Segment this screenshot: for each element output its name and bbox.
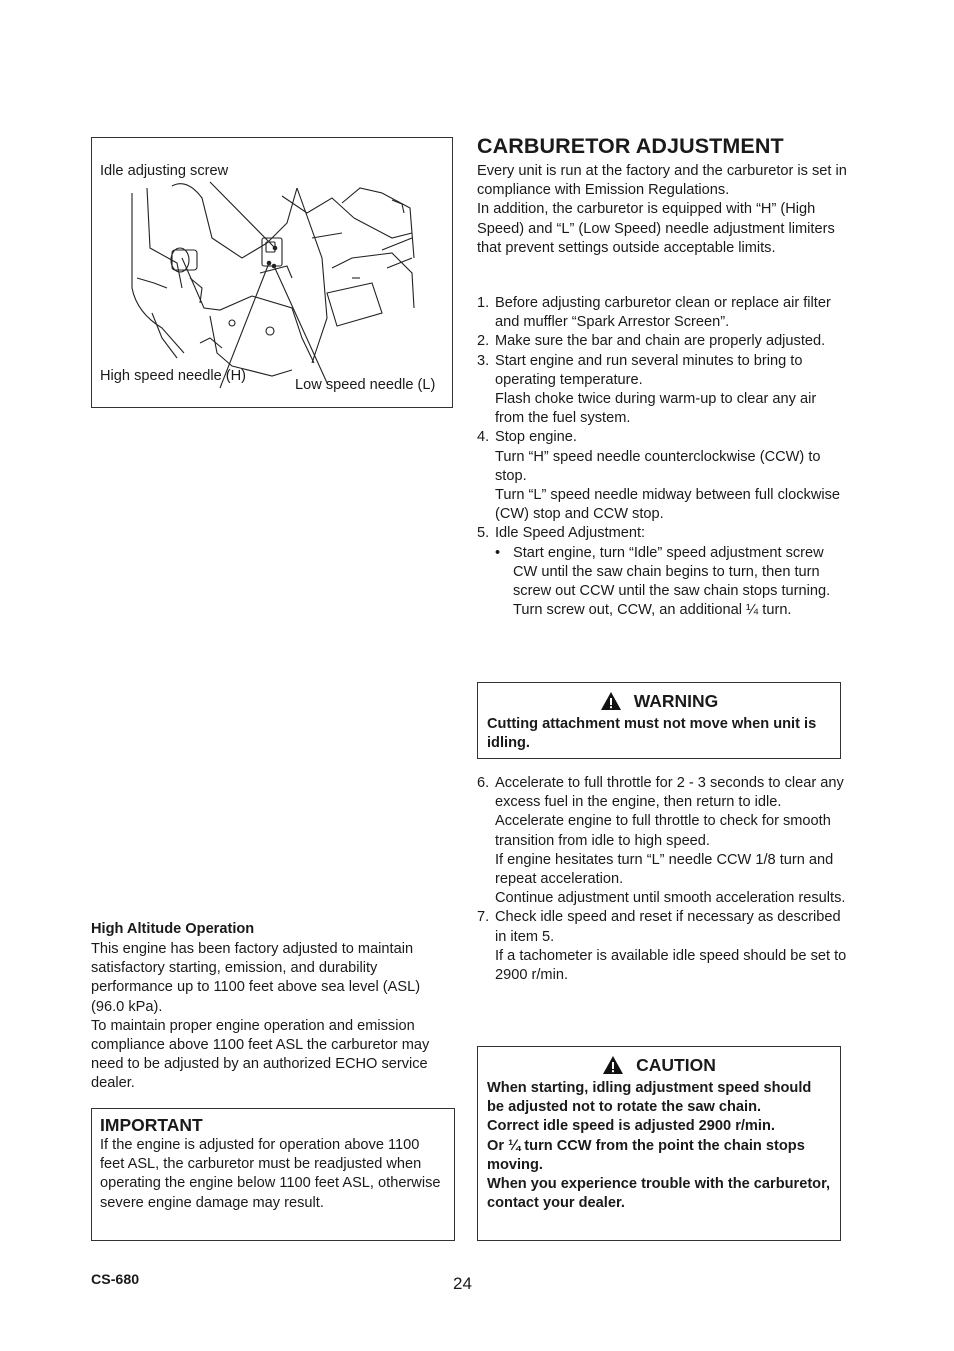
step-item: [477, 428, 847, 524]
step-text: Turn “L” speed needle midway between full clockwise (CW) stop and CCW stop.: [495, 487, 841, 523]
step-text: Idle Speed Adjustment:: [495, 525, 646, 542]
step-number: 6.: [477, 775, 490, 791]
caution-header: [487, 1051, 831, 1079]
bullet-dot: •: [495, 544, 501, 561]
step-item: [477, 352, 847, 429]
step-text: Check idle speed and reset if necessary as described in item 5.: [495, 909, 841, 945]
step-text: Flash choke twice during warm-up to clear any air from the fuel system.: [495, 391, 817, 427]
step-text: Accelerate to full throttle for 2 - 3 seconds to clear any excess fuel in the engine, then return to idle.: [495, 775, 844, 811]
caution-line-2: Correct idle speed is adjusted 2900 r/min.: [487, 1118, 775, 1135]
caution-label: CAUTION: [636, 1054, 716, 1075]
step-item: [477, 332, 847, 351]
section-title: CARBURETOR ADJUSTMENT: [477, 134, 784, 158]
section-intro: [477, 162, 847, 258]
high-altitude-body: [91, 940, 457, 1094]
step-item: [477, 908, 847, 985]
step-text: Make sure the bar and chain are properly adjusted.: [495, 333, 826, 350]
intro-para-1: Every unit is run at the factory and the carburetor is set in compliance with Emission Regulations.: [477, 163, 847, 199]
steps-list-part-2: [477, 774, 847, 985]
caution-line-3: Or ¼ turn CCW from the point the chain stops moving.: [487, 1137, 805, 1173]
callout-idle-screw: Idle adjusting screw: [100, 163, 229, 179]
step-number: 2.: [477, 333, 490, 350]
bullet-text: Turn screw out, CCW, an additional ¼ turn.: [513, 602, 792, 619]
callout-low-speed-needle: Low speed needle (L): [295, 377, 436, 393]
bullet-text: Start engine, turn “Idle” speed adjustment screw CW until the saw chain begins to turn, then turn screw out CCW until the saw chain stops turning.: [513, 544, 831, 600]
warning-triangle-icon: [600, 691, 622, 711]
warning-notice: [477, 682, 841, 759]
high-altitude-para-1: This engine has been factory adjusted to maintain satisfactory starting, emission, and durability performance up to 1100 feet above sea level (ASL) (96.0 kPa).: [91, 941, 421, 1015]
step-text: If a tachometer is available idle speed should be set to 2900 r/min.: [495, 947, 847, 984]
bullet-item: [495, 544, 847, 621]
step-item: [477, 524, 847, 620]
step-text: Stop engine.: [495, 429, 577, 446]
step-number: 4.: [477, 429, 490, 446]
high-altitude-heading: High Altitude Operation: [91, 921, 255, 937]
step-text: Start engine and run several minutes to bring to operating temperature.: [495, 352, 803, 388]
warning-text: Cutting attachment must not move when unit is idling.: [487, 716, 817, 752]
caution-line-4: When you experience trouble with the carburetor, contact your dealer.: [487, 1176, 831, 1212]
important-text: If the engine is adjusted for operation above 1100 feet ASL, the carburetor must be readjusted when operating the engine below 1100 feet ASL, otherwise severe engine damage may result.: [100, 1137, 441, 1211]
important-notice: [91, 1108, 455, 1241]
step-item: [477, 774, 847, 908]
step-item: [477, 294, 847, 332]
step-number: 3.: [477, 352, 490, 369]
warning-triangle-icon: [602, 1055, 624, 1075]
warning-header: [487, 687, 831, 715]
footer-model: CS-680: [91, 1272, 140, 1288]
step-text: Continue adjustment until smooth acceleration results.: [495, 890, 846, 907]
caution-line-1: When starting, idling adjustment speed should be adjusted not to rotate the saw chain.: [487, 1080, 812, 1116]
high-altitude-para-2: To maintain proper engine operation and emission compliance above 1100 feet ASL the carburetor may need to be adjusted by an authorized ECHO service dealer.: [91, 1017, 430, 1092]
steps-list-part-1: [477, 294, 847, 620]
step-number: 1.: [477, 295, 490, 311]
warning-label: WARNING: [633, 690, 719, 711]
intro-para-2: In addition, the carburetor is equipped with “H” (High Speed) and “L” (Low Speed) needle adjustment limiters that prevent settings outside acceptable limits.: [477, 201, 835, 256]
callout-high-speed-needle: High speed needle (H): [100, 368, 247, 384]
step-number: 7.: [477, 909, 490, 926]
step-text: If engine hesitates turn “L” needle CCW 1/8 turn and repeat acceleration.: [495, 851, 834, 888]
page-number: 24: [453, 1274, 472, 1293]
caution-notice: [477, 1046, 841, 1241]
step-text: Before adjusting carburetor clean or replace air filter and muffler “Spark Arrestor Screen”.: [495, 295, 831, 331]
step-text: Accelerate engine to full throttle to check for smooth transition from idle to high speed.: [495, 813, 831, 849]
step-text: Turn “H” speed needle counterclockwise (CCW) to stop.: [495, 448, 821, 484]
carburetor-figure: [91, 137, 453, 408]
step-number: 5.: [477, 525, 490, 542]
important-heading: IMPORTANT: [100, 1115, 203, 1135]
